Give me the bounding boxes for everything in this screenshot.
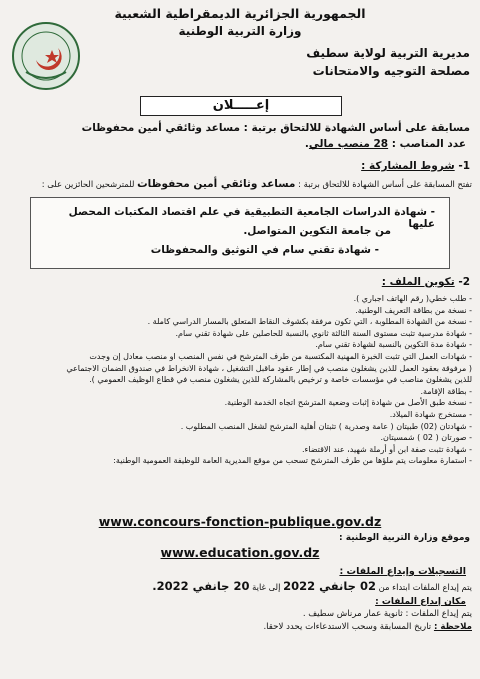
education-link[interactable]: www.education.gov.dz (160, 545, 320, 560)
note-label: ملاحظة : (433, 622, 472, 632)
dates-before: يتم إيداع الملفات ابتداء من (378, 582, 472, 592)
list-item: - شهادتان (02) طبيتان ( عامة وصدرية ) تثبتان أهلية المترشح لشغل المنصب المطلوب . (180, 421, 472, 431)
list-item: - نسخة من بطاقة التعريف الوطنية. (355, 305, 472, 315)
intro-after: للمترشحين الحائزين على : (41, 179, 135, 189)
list-item: - شهادة مدة التكوين بالنسبة لشهادة تقني سام. (315, 340, 472, 350)
section-number: 1- (458, 160, 470, 172)
posts-label: عدد المناصب : (391, 138, 466, 150)
list-item: - نسخة من الشهادة المطلوبة ، التي تكون مرفقة بكشوف النقاط المتعلق بالمسار الدراسي كاملة . (147, 317, 472, 327)
list-item: - صورتان ( 02 ) شمسيتان. (380, 433, 472, 443)
place-name: ثانوية عمار مرناش سطيف . (302, 609, 403, 619)
registration-dates (8, 579, 472, 593)
service-title: مصلحة التوجيه والامتحانات (312, 64, 470, 78)
file-items-list (8, 293, 472, 467)
list-item: - بطاقة الإقامة. (420, 386, 472, 396)
diploma-line: - شهادة تقني سام في التوثيق والمحفوظات (150, 244, 379, 256)
diploma-line: من جامعة التكوين المتواصل. (243, 225, 391, 237)
directorate-title: مديرية التربية لولاية سطيف (306, 46, 470, 60)
registration-heading: التسجيلات وإيداع الملفات : (339, 566, 466, 577)
note (263, 622, 472, 632)
dates-mid: إلى غاية (252, 582, 281, 592)
section-number: 2- (458, 276, 470, 288)
posts-value: 28 منصب مالي (308, 138, 389, 150)
date-from: 02 جانفي 2022 (283, 579, 376, 593)
list-item: - شهادة تثبت صفة ابن أو أرملة شهيد، عند الاقتضاء. (301, 444, 472, 454)
list-item: - طلب خطي( رقم الهاتف اجباري ). (353, 294, 472, 303)
list-item: - استمارة معلومات يتم ملؤها من طرف المترشح تسحب من موقع المديرية العامة للوظيفة العمومية الوطنية: (113, 456, 472, 466)
section-file-heading (382, 276, 470, 288)
section-title: شروط المشاركة : (361, 160, 455, 172)
emblem-logo (10, 20, 82, 92)
diplomas-box (30, 197, 450, 269)
posts-suffix: . (304, 138, 309, 150)
diploma-line: - شهادة الدراسات الجامعية التطبيقية في علم اقتصاد المكتبات المحصل عليها (68, 206, 435, 230)
competition-subject: مسابقة على أساس الشهادة للالتحاق برتبة : مساعد وثائقي أمين محفوظات (81, 122, 470, 134)
list-item: - شهادات العمل التي تثبت الخبرة المهنية المكتسبة من طرف المترشح في نفس المنصب او منصب معادل إن وجدت (89, 351, 472, 361)
posts-count (166, 138, 466, 150)
place-value (303, 609, 472, 619)
fonction-publique-link[interactable]: www.concours-fonction-publique.gov.dz (98, 514, 382, 529)
intro-before: تفتح المسابقة على أساس الشهادة للالتحاق برتبة : (298, 179, 472, 189)
republic-title: الجمهورية الجزائرية الديمقراطية الشعبية (114, 6, 366, 21)
section-title: تكوين الملف : (381, 276, 455, 288)
education-site-label: وموقع وزارة التربية الوطنية : (339, 533, 470, 543)
place-heading: مكان إيداع الملفات : (375, 597, 466, 607)
note-text: تاريخ المسابقة وسحب الاستدعاءات يحدد لاحقا. (263, 622, 432, 632)
announcement-title: إعـــــلان (140, 96, 342, 116)
place-prefix: يتم إيداع الملفات : (405, 609, 472, 619)
list-item: ( مرفوقة بعقود العمل للذين يشغلون منصب في إطار عقود ماقبل التشغيل ، شهادة الانخراط في صندوق الضمان الاجتماعي (66, 363, 472, 373)
list-item: - مستخرج شهادة الميلاد. (389, 409, 472, 419)
conditions-intro (10, 178, 472, 190)
date-to: 20 جانفي 2022. (152, 579, 250, 593)
ministry-title: وزارة التربية الوطنية (178, 24, 302, 38)
list-item: - نسخة طبق الأصل من شهادة إثبات وضعية المترشح اتجاه الخدمة الوطنية. (224, 398, 472, 408)
section-conditions-heading (361, 160, 470, 172)
list-item: للذين يشغلون مناصب في مؤسسات خاصة و ترخيص بالمشاركة للذين يشغلون منصب في قطاع الوظيف العمومي ). (89, 375, 472, 385)
list-item: - شهادة مدرسية تثبت مستوى السنة الثالثة ثانوي بالنسبة للحاصلين على شهادة تقني سام. (175, 328, 472, 338)
intro-rank: مساعد وثائقي أمين محفوظات (137, 178, 296, 190)
